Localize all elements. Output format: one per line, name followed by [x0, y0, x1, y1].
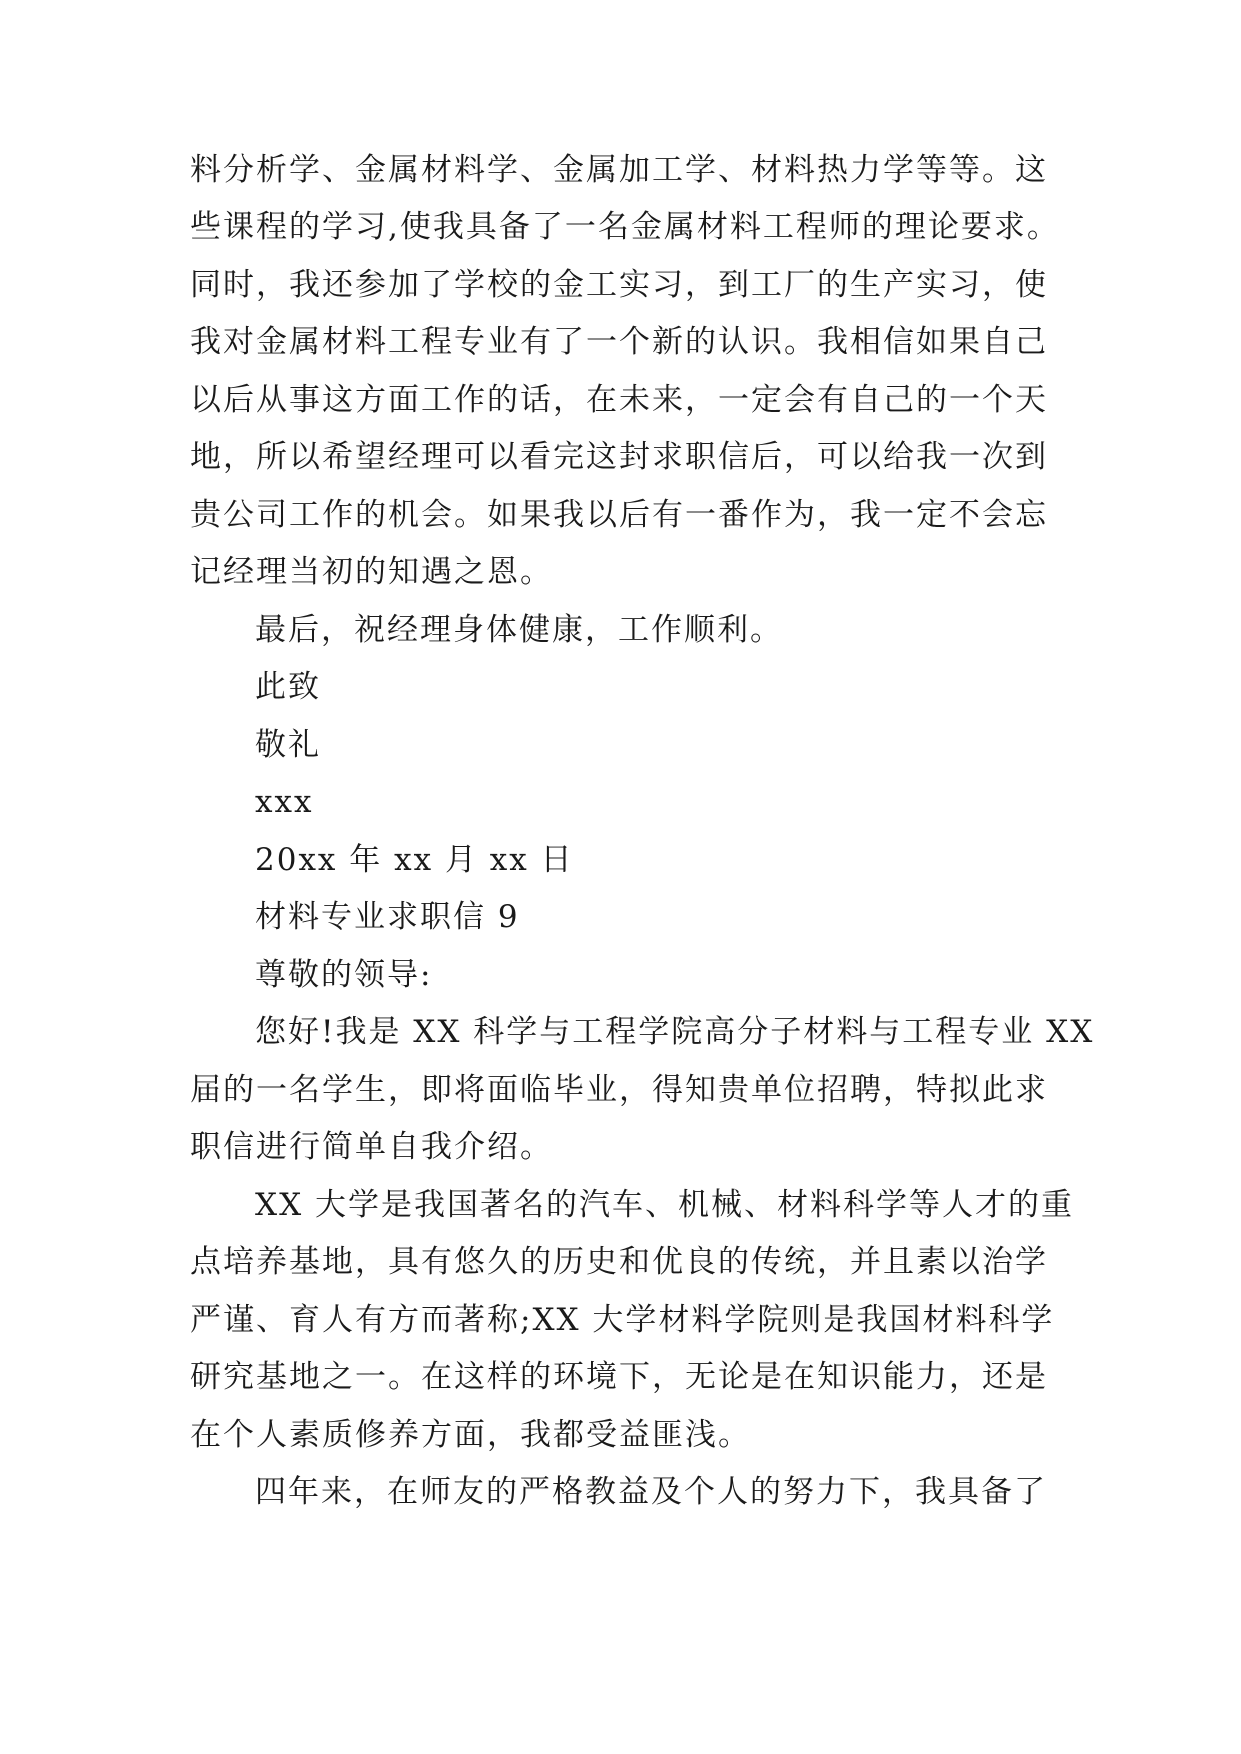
- text-line: XX 大学是我国著名的汽车、机械、材料科学等人才的重: [255, 1187, 1074, 1223]
- signature: xxx: [255, 784, 314, 820]
- text-line: 我对金属材料工程专业有了一个新的认识。我相信如果自己: [190, 324, 1048, 360]
- text-line: 记经理当初的知遇之恩。: [190, 554, 553, 590]
- text-line: 届的一名学生，即将面临毕业，得知贵单位招聘，特拟此求: [190, 1072, 1048, 1108]
- date: 20xx 年 xx 月 xx 日: [255, 842, 574, 878]
- salutation-cizhi: 此致: [255, 669, 321, 705]
- text-line: 职信进行简单自我介绍。: [190, 1129, 553, 1165]
- text-line: 四年来，在师友的严格教益及个人的努力下，我具备了: [255, 1474, 1047, 1510]
- text-line: 点培养基地，具有悠久的历史和优良的传统，并且素以治学: [190, 1244, 1048, 1280]
- text-line: 以后从事这方面工作的话，在未来，一定会有自己的一个天: [190, 382, 1048, 418]
- text-line: 些课程的学习,使我具备了一名金属材料工程师的理论要求。: [190, 209, 1060, 245]
- text-line: 料分析学、金属材料学、金属加工学、材料热力学等等。这: [190, 152, 1048, 188]
- salutation-jingli: 敬礼: [255, 727, 321, 763]
- closing-wish: 最后，祝经理身体健康，工作顺利。: [255, 612, 783, 648]
- text-line: 地，所以希望经理可以看完这封求职信后，可以给我一次到: [190, 439, 1048, 475]
- text-line: 同时，我还参加了学校的金工实习，到工厂的生产实习，使: [190, 267, 1048, 303]
- letter-title: 材料专业求职信 9: [255, 899, 520, 935]
- text-line: 研究基地之一。在这样的环境下，无论是在知识能力，还是: [190, 1359, 1048, 1395]
- text-line: 您好!我是 XX 科学与工程学院高分子材料与工程专业 XX: [255, 1014, 1095, 1050]
- text-line: 严谨、育人有方而著称;XX 大学材料学院则是我国材料科学: [190, 1302, 1055, 1338]
- greeting: 尊敬的领导:: [255, 957, 433, 993]
- text-line: 贵公司工作的机会。如果我以后有一番作为，我一定不会忘: [190, 497, 1048, 533]
- text-line: 在个人素质修养方面，我都受益匪浅。: [190, 1417, 751, 1453]
